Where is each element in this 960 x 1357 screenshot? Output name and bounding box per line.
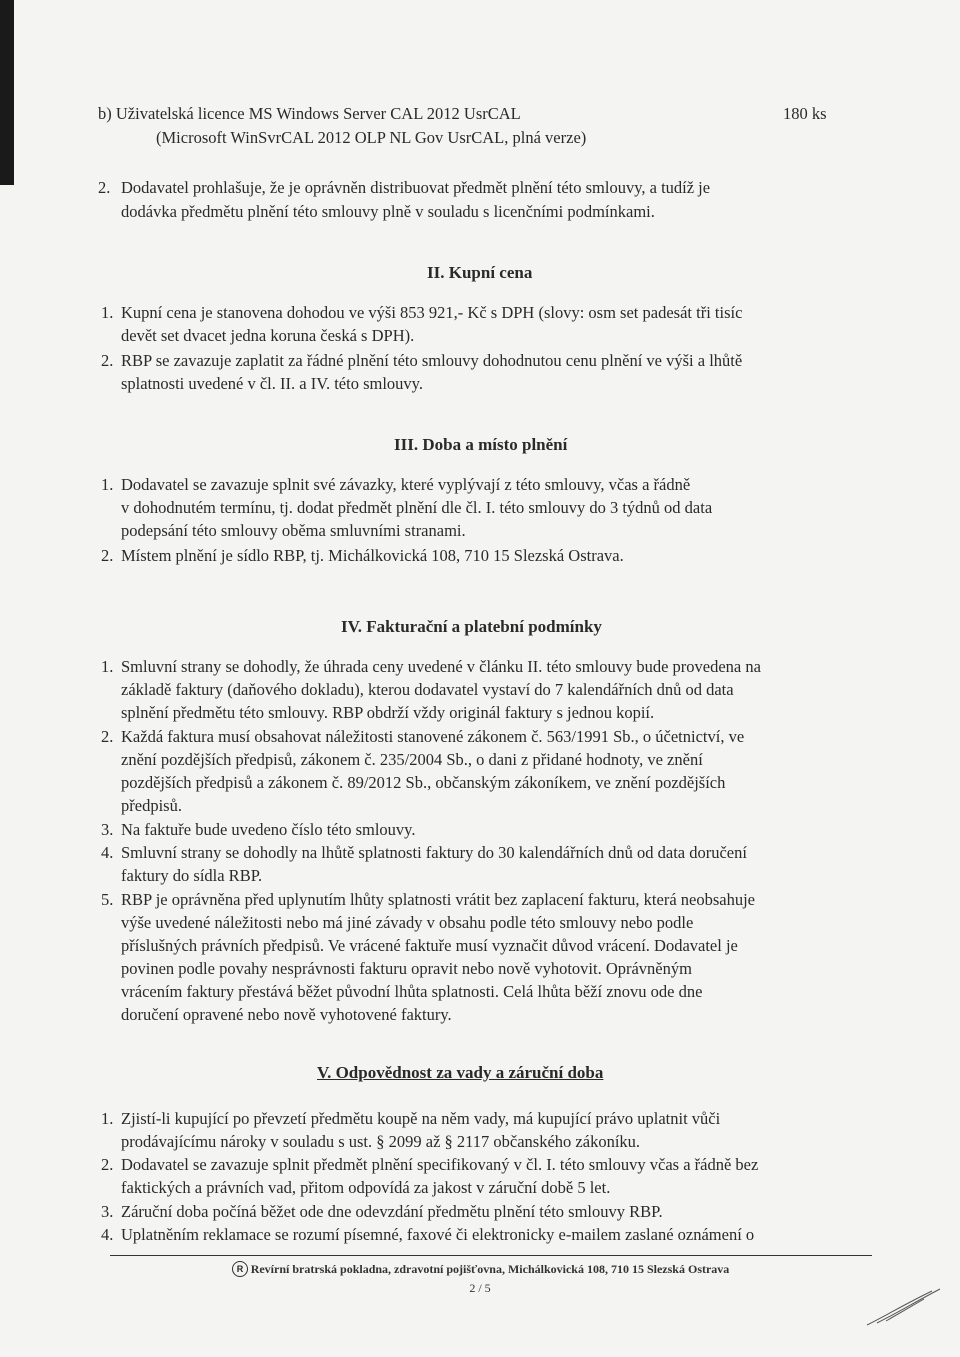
item-line: v dohodnutém termínu, tj. dodat předmět plnění dle čl. I. této smlouvy do 3 týdnů od data <box>121 498 713 517</box>
item-line: Na faktuře bude uvedeno číslo této smlouvy. <box>121 820 416 839</box>
scan-edge <box>0 0 14 185</box>
item-number: 3. <box>101 1202 114 1221</box>
item-line: výše uvedené náležitosti nebo má jiné závady v obsahu podle této smlouvy nebo podle <box>121 913 694 932</box>
signature-mark <box>862 1285 947 1330</box>
item-b-subtitle: (Microsoft WinSvrCAL 2012 OLP NL Gov UsrCAL, plná verze) <box>156 128 587 147</box>
item-line: vrácením faktury přestává běžet původní lhůta splatnosti. Celá lhůta běží znovu ode dne <box>121 982 703 1001</box>
item-line: Smluvní strany se dohodly, že úhrada ceny uvedené v článku II. této smlouvy bude provedena na <box>121 657 761 676</box>
section-title: II. Kupní cena <box>427 263 533 282</box>
item-number: 1. <box>101 1109 114 1128</box>
item-line: Místem plnění je sídlo RBP, tj. Michálkovická 108, 710 15 Slezská Ostrava. <box>121 546 624 565</box>
item-line: podepsání této smlouvy oběma smluvními stranami. <box>121 521 466 540</box>
item-line: faktury do sídla RBP. <box>121 866 263 885</box>
intro-number: 2. <box>98 178 111 197</box>
item-number: 4. <box>101 1225 114 1244</box>
item-number: 1. <box>101 657 114 676</box>
section-title: III. Doba a místo plnění <box>394 435 568 454</box>
item-line: splnění předmětu této smlouvy. RBP obdrží vždy originál faktury s jednou kopií. <box>121 703 655 722</box>
page-number: 2 / 5 <box>469 1281 491 1295</box>
item-line: prodávajícímu nároky v souladu s ust. § 2099 až § 2117 občanského zákoníku. <box>121 1132 641 1151</box>
item-line: základě faktury (daňového dokladu), kterou dodavatel vystaví do 7 kalendářních dnů od data <box>121 680 734 699</box>
item-line: Každá faktura musí obsahovat náležitosti stanovené zákonem č. 563/1991 Sb., o účetnictví, ve <box>121 727 745 746</box>
section-title: V. Odpovědnost za vady a záruční doba <box>317 1063 604 1082</box>
item-number: 1. <box>101 475 114 494</box>
item-line: Dodavatel se zavazuje splnit předmět plnění specifikovaný v čl. I. této smlouvy včas a řádně bez <box>121 1155 759 1174</box>
item-number: 3. <box>101 820 114 839</box>
item-number: 4. <box>101 843 114 862</box>
item-line: RBP je oprávněna před uplynutím lhůty splatnosti vrátit bez zaplacení fakturu, která neobsahuje <box>121 890 756 909</box>
item-line: Zjistí-li kupující po převzetí předmětu koupě na něm vady, má kupující právo uplatnit vůči <box>121 1109 721 1128</box>
item-line: předpisů. <box>121 796 182 815</box>
item-number: 2. <box>101 546 114 565</box>
item-line: Dodavatel se zavazuje splnit své závazky, které vyplývají z této smlouvy, včas a řádně <box>121 475 691 494</box>
item-line: Uplatněním reklamace se rozumí písemné, faxové či elektronicky e-mailem zaslané oznámení o <box>121 1225 755 1244</box>
item-line: pozdějších předpisů a zákonem č. 89/2012 Sb., občanským zákoníkem, ve znění pozdějších <box>121 773 726 792</box>
intro-line: dodávka předmětu plnění této smlouvy plně v souladu s licenčními podmínkami. <box>121 202 655 221</box>
item-line: znění pozdějších předpisů, zákonem č. 235/2004 Sb., o dani z přidané hodnoty, ve znění <box>121 750 703 769</box>
item-line: příslušných právních předpisů. Ve vrácené faktuře musí vyznačit důvod vrácení. Dodavatel je <box>121 936 738 955</box>
item-line: devět set dvacet jedna koruna česká s DPH). <box>121 326 415 345</box>
item-line: Záruční doba počíná běžet ode dne odevzdání předmětu plnění této smlouvy RBP. <box>121 1202 663 1221</box>
item-number: 2. <box>101 1155 114 1174</box>
item-number: 2. <box>101 351 114 370</box>
item-line: faktických a právních vad, přitom odpovídá za jakost v záruční době 5 let. <box>121 1178 611 1197</box>
item-b-quantity: 180 ks <box>783 104 827 123</box>
item-line: Kupní cena je stanovena dohodou ve výši 853 921,- Kč s DPH (slovy: osm set padesát tři tisíc <box>121 303 743 322</box>
item-number: 5. <box>101 890 114 909</box>
item-line: splatnosti uvedené v čl. II. a IV. této smlouvy. <box>121 374 423 393</box>
item-b-label: b) Uživatelská licence MS Windows Server CAL 2012 UsrCAL <box>98 104 521 123</box>
item-number: 2. <box>101 727 114 746</box>
footer-divider <box>110 1255 872 1256</box>
item-line: doručení opravené nebo nově vyhotovené faktury. <box>121 1005 452 1024</box>
intro-line: Dodavatel prohlašuje, že je oprávněn distribuovat předmět plnění této smlouvy, a tudíž je <box>121 178 711 197</box>
item-line: Smluvní strany se dohodly na lhůtě splatnosti faktury do 30 kalendářních dnů od data doručení <box>121 843 747 862</box>
rbp-logo-icon: R <box>232 1261 248 1277</box>
item-number: 1. <box>101 303 114 322</box>
section-title: IV. Fakturační a platební podmínky <box>341 617 602 636</box>
footer-organization: Revírní bratrská pokladna, zdravotní pojišťovna, Michálkovická 108, 710 15 Slezská Ostrava <box>250 1262 730 1276</box>
item-line: RBP se zavazuje zaplatit za řádné plnění této smlouvy dohodnutou cenu plnění ve výši a lhůtě <box>121 351 743 370</box>
item-line: povinen podle povahy nesprávnosti fakturu opravit nebo nově vyhotovit. Oprávněným <box>121 959 692 978</box>
